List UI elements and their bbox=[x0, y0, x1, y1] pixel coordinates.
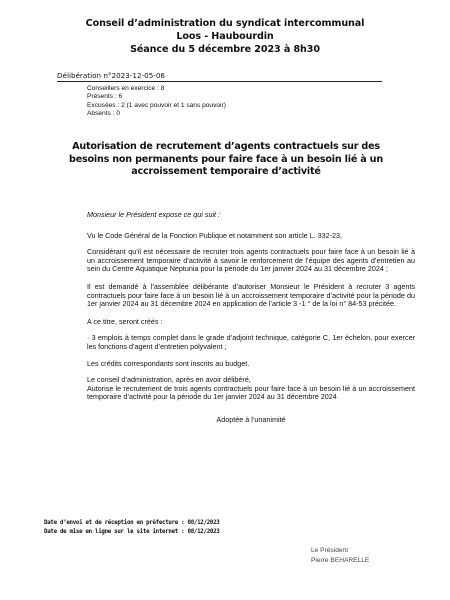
online-date: Date de mise en ligne sur le site internet : 08/12/2023 bbox=[44, 529, 220, 535]
attendance-stats bbox=[87, 85, 226, 118]
paragraph-created: A ce titre, seront créés : bbox=[87, 316, 163, 326]
paragraph-considerant: Considérant qu’il est nécessaire de recruter trois agents contractuels pour faire face à un besoin lié à un accroissement temporaire d’activité à savoir le renforcement de l’équipe des agents d’entretien au sein du Centre Aquatique Neptunia pour la période du 1er janvier 2024 au 31 décembre 2024 ; bbox=[87, 247, 415, 274]
stat-absent: Absents : 0 bbox=[87, 109, 120, 117]
paragraph-council: Le conseil d’administration, après en avoir délibéré, bbox=[87, 375, 251, 385]
deliberation-title: Autorisation de recrutement d’agents contractuels sur des besoins non permanents pour faire face à un besoin lié à un accroissement temporaire d’activité bbox=[69, 141, 383, 178]
paragraph-jobs: · 3 emplois à temps complet dans le grade d’adjoint technique, catégorie C, 1er échelon, pour exercer les fonctions d’agent d’entretien polyvalent ; bbox=[87, 333, 415, 351]
transmission-dates bbox=[44, 519, 219, 537]
deliberation-number: Délibération n°2023-12-05-06 bbox=[57, 71, 382, 82]
document-header bbox=[0, 18, 450, 56]
stat-present: Présents : 6 bbox=[87, 93, 123, 101]
header-line-council: Conseil d’administration du syndicat intercommunal bbox=[85, 18, 365, 29]
stat-councillors: Conseillers en exercice : 8 bbox=[87, 85, 165, 92]
paragraph-budget: Les crédits correspondants sont inscrits au budget. bbox=[87, 358, 250, 368]
intro-paragraph: Monsieur le Président expose ce qui suit : bbox=[87, 210, 221, 219]
signature-block bbox=[311, 546, 369, 565]
document-body bbox=[87, 211, 415, 425]
header-line-session: Séance du 5 décembre 2023 à 8h30 bbox=[130, 43, 320, 55]
adoption-status: Adoptée à l’unanimité bbox=[216, 414, 286, 424]
paragraph-decision: Autorise le recrutement de trois agents contractuels pour faire face à un besoin lié à un accroissement temporaire d’activité pour la période du 1er janvier 2024 au 31 décembre 2024 bbox=[87, 383, 415, 402]
header-line-location: Loos - Haubourdin bbox=[176, 30, 274, 42]
prefecture-date: Date d’envoi et de réception en préfecture : 08/12/2023 bbox=[44, 520, 220, 526]
stat-excused: Excusées : 2 (1 avec pouvoir et 1 sans pouvoir) bbox=[87, 101, 226, 109]
paragraph-vu: Vu le Code Général de la Fonction Publique et notamment son article L. 332-23, bbox=[87, 230, 343, 240]
signatory-name: Pierre BEHARELLE bbox=[311, 556, 370, 564]
signatory-role: Le Président bbox=[311, 547, 349, 554]
paragraph-request: Il est demandé à l’assemblée délibérante d’autoriser Monsieur le Président à recruter 3 agents contractuels pour faire face à un besoin lié à un accroissement temporaire d’activité pour la période du 1er janvier 2024 au 31 décembre 2024 en application de l’article 3 -1 ° de la loi n° 84-53 précitée. bbox=[87, 281, 415, 309]
